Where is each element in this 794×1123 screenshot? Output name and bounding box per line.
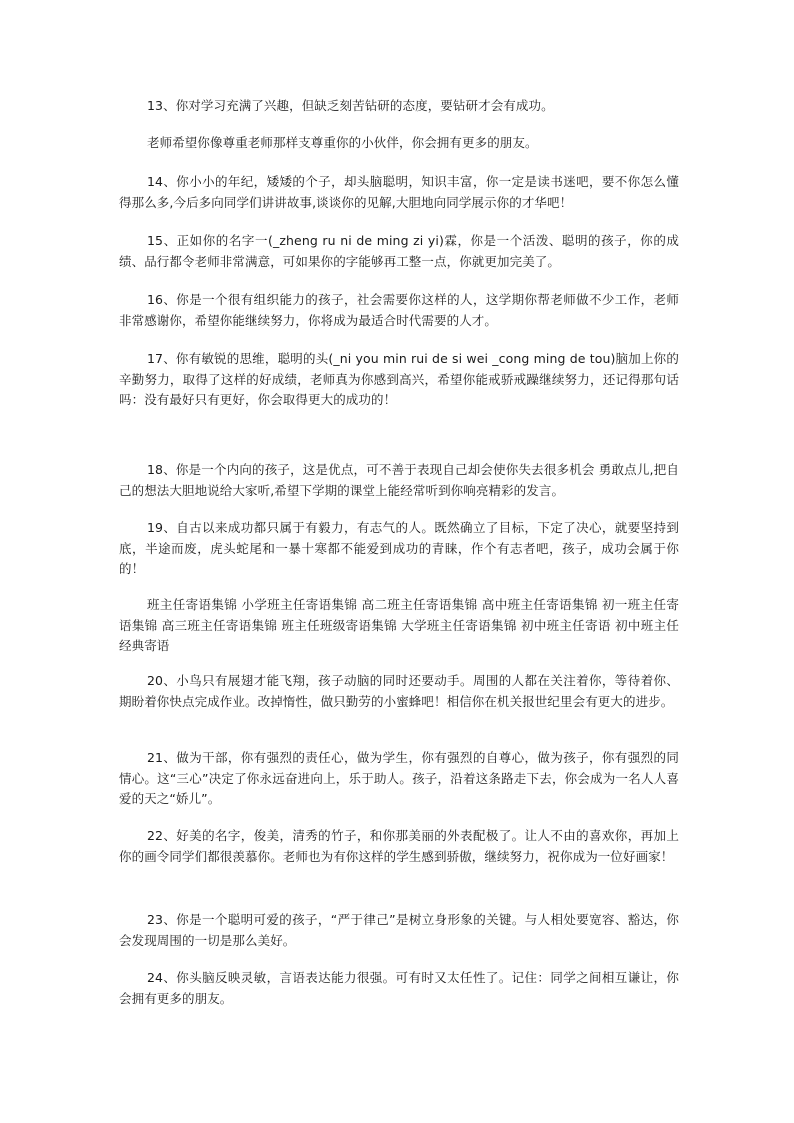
paragraph-teacher-hope: 老师希望你像尊重老师那样支尊重你的小伙伴，你会拥有更多的朋友。 [147, 135, 538, 150]
paragraph-19: 19、自古以来成功都只属于有毅力，有志气的人。既然确立了目标，下定了决心，就要坚持到底，半途而废，虎头蛇尾和一暴十寒都不能爱到成功的青睐，作个有志者吧，孩子，成功会属于你的！ [119, 520, 679, 576]
paragraph-14: 14、你小小的年纪，矮矮的个子，却头脑聪明，知识丰富，你一定是读书迷吧，要不你怎么懂得那么多,今后多向同学们讲讲故事,谈谈你的见解,大胆地向同学展示你的才华吧！ [119, 174, 679, 210]
paragraph-20: 20、小鸟只有展翅才能飞翔，孩子动脑的同时还要动手。周围的人都在关注着你，等待着你、期盼着你快点完成作业。改掉惰性，做只勤劳的小蜜蜂吧！相信你在机关报世纪里会有更大的进步。 [119, 673, 679, 709]
paragraph-22: 22、好美的名字，俊美，清秀的竹子，和你那美丽的外表配极了。让人不由的喜欢你，再加上你的画令同学们都很羡慕你。老师也为有你这样的学生感到骄傲，继续努力，祝你成为一位好画家！ [119, 828, 679, 864]
paragraph-15: 15、正如你的名字一(_zheng ru ni de ming zi yi)霖，你是一个活泼、聪明的孩子，你的成绩、品行都令老师非常满意，可如果你的字能够再工整一点，你就更加完美了。 [119, 233, 679, 269]
paragraph-13: 13、你对学习充满了兴趣，但缺乏刻苦钻研的态度，要钻研才会有成功。 [147, 98, 554, 113]
paragraph-18: 18、你是一个内向的孩子，这是优点，可不善于表现自己却会使你失去很多机会 勇敢点儿,把自己的想法大胆地说给大家听,希望下学期的课堂上能经常听到你响亮精彩的发言。 [119, 462, 679, 498]
paragraph-23: 23、你是一个聪明可爱的孩子，“严于律己”是树立身形象的关键。与人相处要宽容、豁达，你会发现周围的一切是那么美好。 [119, 912, 679, 948]
paragraph-17: 17、你有敏锐的思维，聪明的头(_ni you min rui de si wei _cong ming de tou)脑加上你的辛勤努力，取得了这样的好成绩，老师真为你感到高兴，希望你能戒骄戒躁继续努力，还记得那句话吗：没有最好只有更好，你会取得更大的成功的！ [119, 351, 679, 407]
paragraph-24: 24、你头脑反映灵敏，言语表达能力很强。可有时又太任性了。记住：同学之间相互谦让，你会拥有更多的朋友。 [119, 970, 679, 1006]
paragraph-16: 16、你是一个很有组织能力的孩子，社会需要你这样的人，这学期你帮老师做不少工作，老师非常感谢你，希望你能继续努力，你将成为最适合时代需要的人才。 [119, 292, 679, 328]
paragraph-21: 21、做为干部，你有强烈的责任心，做为学生，你有强烈的自尊心，做为孩子，你有强烈的同情心。这“三心”决定了你永远奋进向上，乐于助人。孩子，沿着这条路走下去，你会成为一名人人喜爱的天之“娇儿”。 [119, 750, 679, 806]
paragraph-collection-links: 班主任寄语集锦 小学班主任寄语集锦 高二班主任寄语集锦 高中班主任寄语集锦 初一班主任寄语集锦 高三班主任寄语集锦 班主任班级寄语集锦 大学班主任寄语集锦 初中班主任寄语 初中班主任经典寄语 [119, 597, 679, 653]
